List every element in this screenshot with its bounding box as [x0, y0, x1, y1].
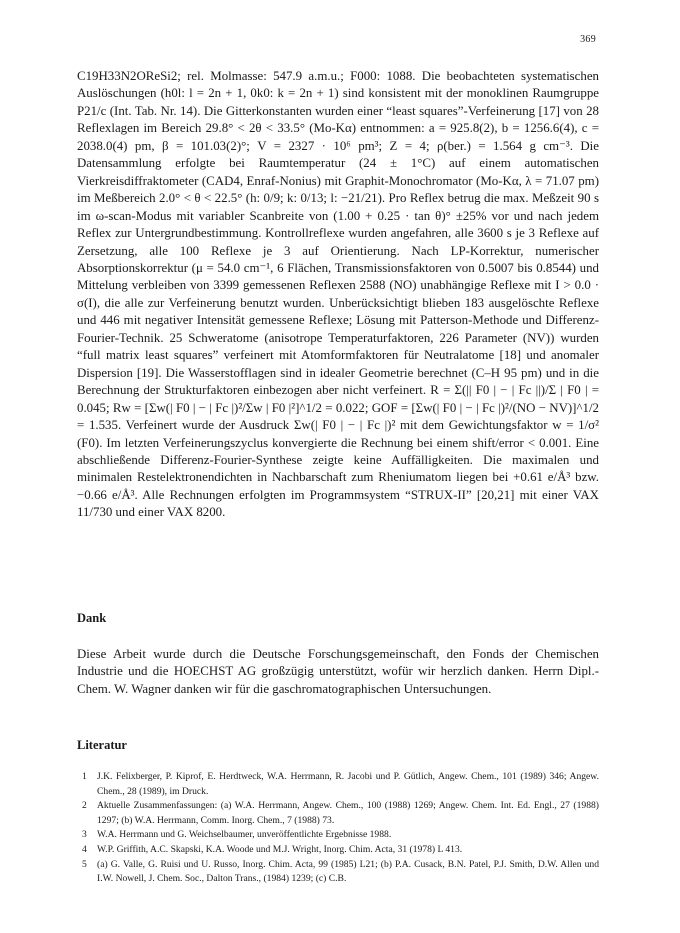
reference-list — [77, 770, 599, 887]
acknowledgement-paragraph: Diese Arbeit wurde durch die Deutsche Forschungsgemeinschaft, den Fonds der Chemischen Industrie und die HOECHST AG großzügig unterstützt, wofür wir herzlich danken. Herrn Dipl.-Chem. W. Wagner danken wir für die gaschromatographischen Untersuchungen. — [77, 647, 599, 696]
reference-number: 5 — [82, 858, 87, 870]
reference-item — [77, 770, 599, 799]
reference-text: J.K. Felixberger, P. Kiprof, E. Herdtweck, W.A. Herrmann, R. Jacobi und P. Gütlich, Angew. Chem., 101 (1989) 346; Angew. Chem., 28 (1989), im Druck. — [97, 771, 599, 797]
reference-text: W.A. Herrmann und G. Weichselbaumer, unveröffentlichte Ergebnisse 1988. — [97, 829, 392, 841]
reference-item — [77, 858, 599, 887]
page-number: 369 — [580, 34, 596, 45]
reference-item — [77, 799, 599, 828]
section-heading-dank: Dank — [77, 611, 107, 625]
reference-item — [77, 828, 599, 843]
experimental-paragraph — [77, 68, 599, 522]
reference-text: W.P. Griffith, A.C. Skapski, K.A. Woode und M.J. Wright, Inorg. Chim. Acta, 31 (1978) L 413. — [97, 843, 463, 855]
reference-item — [77, 843, 599, 858]
reference-text: (a) G. Valle, G. Ruisi und U. Russo, Inorg. Chim. Acta, 99 (1985) L21; (b) P.A. Cusack, B.N. Patel, P.J. Smith, D.W. Allen und I.W. Nowell, J. Chem. Soc., Dalton Trans., (1984) 1239; (c) C.B. — [97, 858, 599, 885]
section-heading-literatur: Literatur — [77, 738, 127, 752]
reference-number: 3 — [82, 829, 87, 841]
body-paragraph: C19H33N2OReSi2; rel. Molmasse: 547.9 a.m.u.; F000: 1088. Die beobachteten systematischen Auslöschungen (h0l: l = 2n + 1, 0k0: k = 2n + 1) sind konsistent mit der monoklinen Raumgruppe P21/c (Int. Tab. Nr. 14). Die Gitterkonstanten wurden einer “least squares”-Verfeinerung [17] von 28 Reflexlagen im Bereich 29.8° < 2θ < 33.5° (Mo-Kα) entnommen: a = 925.8(2), b = 1256.6(4), c = 2038.0(4) pm, β = 101.03(2)°; V = 2327 · 10⁶ pm³; Z = 4; ρ(ber.) = 1.564 g cm⁻³. Die Datensammlung erfolgte bei Raumtemperatur (24 ± 1°C) auf einem automatischen Vierkreisdiffraktometer (CAD4, Enraf-Nonius) mit Graphit-Monochromator (Mo-Kα, λ = 71.07 pm) im Meßbereich 2.0° < θ < 22.5° (h: 0/9; k: 0/13; l: −21/21). Pro Reflex betrug die max. Meßzeit 90 s im ω-scan-Modus mit variabler Scanbreite von (1.00 + 0.25 · tan θ)° ±25% vor und nach jedem Reflex zur Untergrundbestimmung. Kontrollreflexe wurden angefahren, alle 3600 s je 3 Reflexe auf Zersetzung, alle 100 Reflexe je 3 auf Orientierung. Nach LP-Korrektur, numerischer Absorptionskorrektur (μ = 54.0 cm⁻¹, 6 Flächen, Transmissionsfaktoren von 0.5007 bis 0.8544) und Mittelung verbleiben von 3399 gemessenen Reflexen 2588 (NO) unabhängige Reflexe mit I > 0.0 · σ(I), die alle zur Verfeinerung benutzt wurden. Unberücksichtigt blieben 183 ausgelöschte Reflexe und 446 mit negativer Intensität gemessene Reflexe; Lösung mit Patterson-Methode und Differenz-Fourier-Technik. 25 Schweratome (anisotrope Temperaturfaktoren, 226 Parameter (NV)) wurden “full matrix least squares” verfeinert mit Atomformfaktoren für Neutralatome [18] und anomaler Dispersion [19]. Die Wasserstofflagen sind in idealer Geometrie berechnet (C–H 95 pm) und in die Berechnung der Strukturfaktoren einbezogen aber nicht verfeinert. R = Σ(|| F0 | − | Fc ||)/Σ | F0 | = 0.045; Rw = [Σw(| F0 | − | Fc |)²/Σw | F0 |²]^1/2 = 0.022; GOF = [Σw(| F0 | − | Fc |)²/(NO − NV)]^1/2 = 1.535. Verfeinert wurde der Ausdruck Σw(| F0 | − | Fc |)² mit dem Gewichtungsfaktor w = 1/σ² (F0). Im letzten Verfeinerungszyclus konvergierte die Rechnung bei einem shift/error < 0.001. Eine abschließende Differenz-Fourier-Synthese zeigte keine Auffälligkeiten. Die maximalen und minimalen Restelektronendichten in Nachbarschaft zum Rheniumatom liegen bei +0.61 e/Å³ bzw. −0.66 e/Å³. Alle Rechnungen erfolgten im Programmsystem “STRUX-II” [20,21] mit einer VAX 11/730 und einer VAX 8200. — [77, 69, 599, 520]
reference-text: Aktuelle Zusammenfassungen: (a) W.A. Herrmann, Angew. Chem., 100 (1988) 1269; Angew. Chem. Int. Ed. Engl., 27 (1988) 1297; (b) W.A. Herrmann, Comm. Inorg. Chem., 7 (1988) 73. — [97, 800, 599, 826]
reference-number: 1 — [82, 771, 87, 782]
reference-number: 2 — [82, 800, 87, 812]
reference-number: 4 — [82, 843, 87, 855]
